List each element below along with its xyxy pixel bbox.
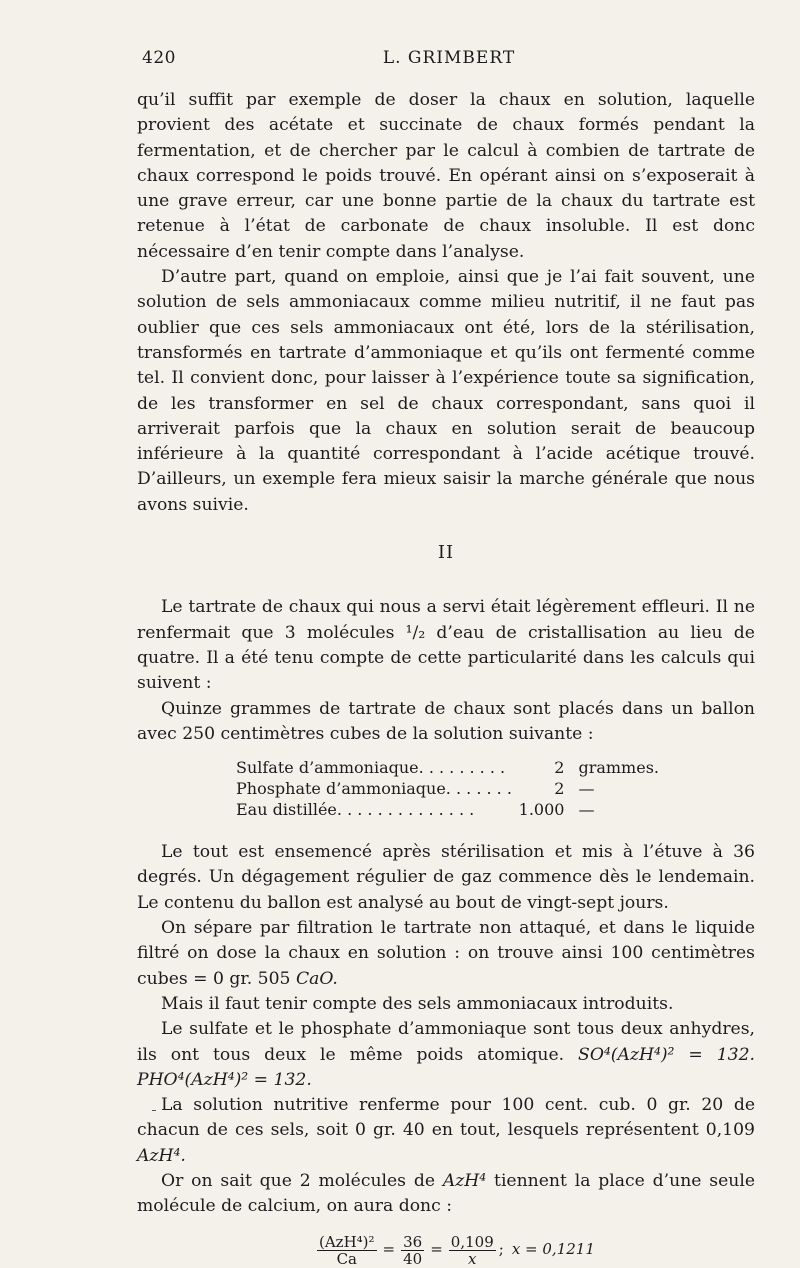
half-fraction: ¹/₂ [405, 622, 426, 643]
table-row [236, 799, 659, 820]
paragraph-10 [137, 1169, 755, 1220]
section-heading: II [437, 542, 455, 564]
page-mark [152, 1110, 156, 1111]
solution-composition-table [236, 757, 659, 820]
fraction-denominator: x [468, 1249, 477, 1268]
table-row [236, 757, 659, 778]
page-body [137, 88, 755, 1267]
paragraph-3-before: Le tartrate de chaux qui nous a servi était légèrement effleuri. Il ne renfermait que 3 molécules [137, 597, 755, 643]
fraction-36-40 [401, 1234, 424, 1267]
ingredient-unit: grammes. [578, 758, 659, 778]
paragraph-10-before: Or on sait que 2 molécules de [161, 1170, 436, 1191]
paragraph-9-text: La solution nutritive renferme pour 100 cent. cub. 0 gr. 20 de chacun de ces sels, soit 0 gr. 40 en tout, lesquels représentent 0,109 [137, 1095, 755, 1141]
running-head: L. GRIMBERT [382, 48, 516, 68]
ingredient-name: Eau distillée. . . . . . . . . . . . . . [236, 800, 475, 820]
ingredient-unit: — [578, 779, 595, 799]
paragraph-10-after: tiennent la place d’une seule molécule de calcium, on aura donc : [137, 1170, 755, 1217]
paragraph-3-after: d’eau de cristallisation au lieu de quatre. Il a été tenu compte de cette particularité dans les calculs qui suivent : [137, 622, 755, 694]
calcium-equation [314, 1234, 755, 1267]
ingredient-name: Sulfate d’ammoniaque. . . . . . . . . [236, 758, 506, 778]
page-number: 420 [142, 48, 176, 68]
ingredient-name: Phosphate d’ammoniaque. . . . . . . [236, 779, 512, 799]
fraction-0109-x [449, 1234, 496, 1267]
paragraph-3 [137, 595, 755, 696]
paragraph-6-text: On sépare par filtration le tartrate non attaqué, et dans le liquide filtré on dose la chaux en solution : on trouve ainsi 100 centimètres cubes = 0 gr. 505 [137, 918, 755, 989]
phosphate-formula: PHO⁴(AzH⁴)² = 132. [137, 1069, 312, 1090]
fraction-denominator: Ca [336, 1249, 357, 1268]
ingredient-quantity: 2 [554, 779, 565, 799]
fraction-ammonium-calcium [317, 1234, 377, 1267]
equation-result: x = 0,1211 [511, 1240, 595, 1259]
ingredient-quantity: 1.000 [518, 800, 565, 820]
ammonium-formula-inline: AzH⁴ [442, 1170, 487, 1191]
fraction-numerator: 0,109 [450, 1232, 494, 1251]
fraction-numerator: (AzH⁴)² [319, 1232, 375, 1251]
table-row [236, 778, 659, 799]
paragraph-7: Mais il faut tenir compte des sels ammoniacaux introduits. [161, 993, 674, 1014]
fraction-denominator: 40 [403, 1249, 423, 1268]
paragraph-9 [137, 1093, 755, 1169]
page-header [142, 48, 756, 72]
paragraph-4: Quinze grammes de tartrate de chaux sont placés dans un ballon avec 250 centimètres cubes de la solution suivante : [137, 698, 755, 744]
sulfate-formula: SO⁴(AzH⁴)² = 132. [578, 1044, 756, 1065]
ingredient-unit: — [578, 800, 595, 820]
paragraph-5: Le tout est ensemencé après stérilisation et mis à l’étuve à 36 degrés. Un dégagement régulier de gaz commence dès le lendemain. Le contenu du ballon est analysé au bout de vingt-sept jours. [137, 842, 755, 913]
fraction-numerator: 36 [403, 1232, 423, 1251]
cao-formula: CaO. [295, 968, 338, 989]
paragraph-2: D’autre part, quand on emploie, ainsi que je l’ai fait souvent, une solution de sels ammoniacaux comme milieu nutritif, il ne faut pas oublier que ces sels ammoniacaux ont été, lors de la stérilisation, transformés en tartrate d’ammoniaque et qu’ils ont fermenté comme tel. Il convient donc, pour laisser à l’expérience toute sa signification, de les transformer en sel de chaux correspondant, sans quoi il arriverait parfois que la chaux en solution serait de beaucoup inférieure à la quantité correspondant à l’acide acétique trouvé. D’ailleurs, un exemple fera mieux saisir la marche générale que nous avons suivie. [137, 267, 755, 515]
equals-sign: = [430, 1240, 443, 1259]
paragraph-1: qu’il suffit par exemple de doser la chaux en solution, laquelle provient des acétate et succinate de chaux formés pendant la fermentation, et de chercher par le calcul à combien de tartrate de chaux correspond le poids trouvé. En opérant ainsi on s’exposerait à une grave erreur, car une bonne partie de la chaux du tartrate est retenue à l’état de carbonate de chaux insoluble. Il est donc nécessaire d’en tenir compte dans l’analyse. [137, 90, 755, 262]
equals-sign: = [382, 1240, 396, 1259]
ingredient-quantity: 2 [554, 758, 565, 778]
paragraph-8-text: Le sulfate et le phosphate d’ammoniaque sont tous deux anhydres, ils ont tous deux le même poids atomique. [137, 1019, 755, 1065]
equation-separator: ; [498, 1240, 504, 1259]
paragraph-8 [137, 1017, 755, 1093]
paragraph-6 [137, 916, 755, 992]
ammonium-formula: AzH⁴. [137, 1145, 186, 1166]
